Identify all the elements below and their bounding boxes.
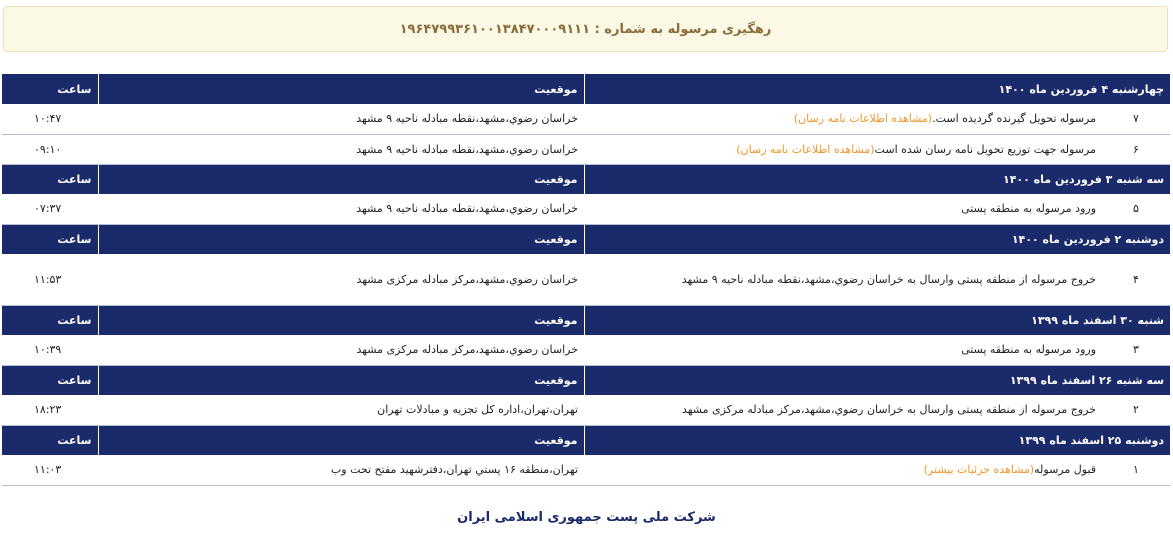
event-description: قبول مرسوله xyxy=(1034,463,1097,477)
location-column-header: موقعیت xyxy=(98,164,584,194)
event-number: ۲ xyxy=(1102,395,1170,425)
day-date: سه شنبه ۲۶ اسفند ماه ۱۳۹۹ xyxy=(584,365,1170,395)
event-location: تهران،تهران،اداره کل تجزيه و مبادلات تهران xyxy=(98,395,584,425)
event-row xyxy=(2,194,1170,224)
event-row xyxy=(2,104,1170,134)
event-description: ورود مرسوله به منطقه پستی xyxy=(961,202,1097,216)
event-number: ۶ xyxy=(1102,134,1170,164)
event-description: خروج مرسوله از منطقه پستی وارسال به خراسان رضوي،مشهد،مرکز مبادله مرکزی مشهد xyxy=(681,403,1097,417)
event-row xyxy=(2,254,1170,305)
event-details-link[interactable]: (مشاهده اطلاعات نامه رسان) xyxy=(736,142,875,156)
event-row xyxy=(2,455,1170,485)
day-header-row xyxy=(2,305,1170,335)
event-description-cell xyxy=(584,104,1102,134)
event-description-cell xyxy=(584,395,1102,425)
day-date: دوشنبه ۲۵ اسفند ماه ۱۳۹۹ xyxy=(584,425,1170,455)
day-header-row xyxy=(2,365,1170,395)
day-header-row xyxy=(2,164,1170,194)
event-description-cell xyxy=(584,455,1102,485)
event-location: خراسان رضوي،مشهد،نقطه مبادله ناحيه ۹ مشهد xyxy=(98,194,584,224)
event-description-cell xyxy=(584,134,1102,164)
day-date: دوشنبه ۲ فروردین ماه ۱۴۰۰ xyxy=(584,224,1170,254)
time-column-header: ساعت xyxy=(2,164,98,194)
event-location: خراسان رضوي،مشهد،مرکز مبادله مرکزی مشهد xyxy=(98,254,584,305)
location-column-header: موقعیت xyxy=(98,365,584,395)
event-number: ۵ xyxy=(1102,194,1170,224)
event-number: ۴ xyxy=(1102,254,1170,305)
tracking-header xyxy=(3,6,1168,52)
event-description: ورود مرسوله به منطقه پستی xyxy=(961,343,1097,357)
location-column-header: موقعیت xyxy=(98,305,584,335)
tracking-table xyxy=(2,74,1170,486)
event-number: ۷ xyxy=(1102,104,1170,134)
event-description: خروج مرسوله از منطقه پستی وارسال به خراسان رضوي،مشهد،نقطه مبادله ناحيه ۹ مشهد xyxy=(681,272,1097,286)
event-description-cell xyxy=(584,254,1102,305)
event-row xyxy=(2,134,1170,164)
event-description: مرسوله تحویل گیرنده گردیده است. xyxy=(932,112,1097,126)
event-time: ۱۱:۰۳ xyxy=(2,455,98,485)
day-header-row xyxy=(2,224,1170,254)
time-column-header: ساعت xyxy=(2,224,98,254)
event-location: خراسان رضوي،مشهد،نقطه مبادله ناحيه ۹ مشهد xyxy=(98,134,584,164)
event-row xyxy=(2,395,1170,425)
event-time: ۰۹:۱۰ xyxy=(2,134,98,164)
event-time: ۱۰:۴۷ xyxy=(2,104,98,134)
location-column-header: موقعیت xyxy=(98,425,584,455)
event-location: خراسان رضوي،مشهد،مرکز مبادله مرکزی مشهد xyxy=(98,335,584,365)
time-column-header: ساعت xyxy=(2,365,98,395)
event-row xyxy=(2,335,1170,365)
day-date: شنبه ۳۰ اسفند ماه ۱۳۹۹ xyxy=(584,305,1170,335)
event-time: ۰۷:۳۷ xyxy=(2,194,98,224)
time-column-header: ساعت xyxy=(2,305,98,335)
day-date: چهارشنبه ۴ فروردین ماه ۱۴۰۰ xyxy=(584,74,1170,104)
event-details-link[interactable]: (مشاهده جزئیات بیشتر) xyxy=(923,463,1035,477)
event-number: ۱ xyxy=(1102,455,1170,485)
day-header-row xyxy=(2,74,1170,104)
event-details-link[interactable]: (مشاهده اطلاعات نامه رسان) xyxy=(793,112,933,126)
footer-company-name: شرکت ملی پست جمهوری اسلامی ایران xyxy=(457,510,716,525)
event-description: مرسوله جهت توزیع تحویل نامه رسان شده است xyxy=(874,142,1097,156)
event-time: ۱۱:۵۳ xyxy=(2,254,98,305)
location-column-header: موقعیت xyxy=(98,224,584,254)
event-time: ۱۰:۳۹ xyxy=(2,335,98,365)
time-column-header: ساعت xyxy=(2,425,98,455)
event-number: ۳ xyxy=(1102,335,1170,365)
event-location: تهران،منطقه ۱۶ پستي تهران،دفترشهيد مفتح تحت وب xyxy=(98,455,584,485)
location-column-header: موقعیت xyxy=(98,74,584,104)
time-column-header: ساعت xyxy=(2,74,98,104)
event-location: خراسان رضوي،مشهد،نقطه مبادله ناحيه ۹ مشهد xyxy=(98,104,584,134)
event-time: ۱۸:۲۳ xyxy=(2,395,98,425)
event-description-cell xyxy=(584,194,1102,224)
event-description-cell xyxy=(584,335,1102,365)
day-header-row xyxy=(2,425,1170,455)
day-date: سه شنبه ۳ فروردین ماه ۱۴۰۰ xyxy=(584,164,1170,194)
tracking-title: رهگیری مرسوله به شماره : ۱۹۶۴۷۹۹۳۶۱۰۰۱۳۸۴۷۰۰۰۹۱۱۱ xyxy=(399,21,772,37)
